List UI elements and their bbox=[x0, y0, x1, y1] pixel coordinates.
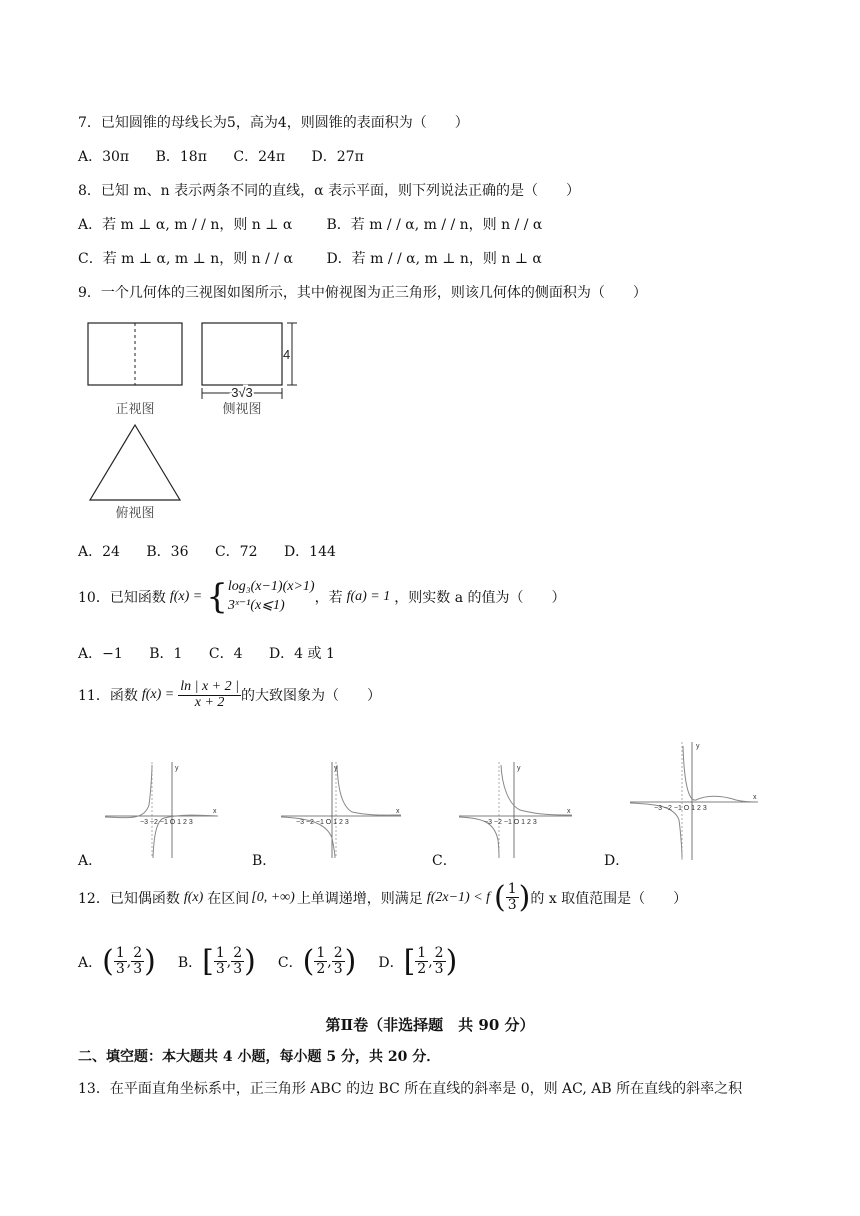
graph-a-x-label: x bbox=[213, 808, 217, 815]
option-a: A．−1 bbox=[78, 646, 123, 662]
option-a: A．30π bbox=[78, 149, 130, 165]
q7-options bbox=[78, 146, 386, 166]
option-b: B．18π bbox=[155, 149, 207, 165]
frac bbox=[231, 946, 244, 976]
frac bbox=[433, 946, 446, 976]
denominator: 2 bbox=[316, 961, 326, 977]
q7-stem: 7．已知圆锥的母线长为5，高为4，则圆锥的表面积为（ ） bbox=[78, 115, 469, 131]
part2-title: 第Ⅱ卷（非选择题 共 90 分） bbox=[325, 1016, 535, 1034]
q9-stem: 9．一个几何体的三视图如图所示，其中俯视图为正三角形，则该几何体的侧面积为（ ） bbox=[78, 285, 647, 301]
q10-condition: f(a) = 1 bbox=[346, 588, 391, 604]
bracket-right: ) bbox=[445, 944, 458, 979]
bracket-left: [ bbox=[403, 944, 416, 979]
frac bbox=[314, 946, 327, 976]
graph-label-a: A． bbox=[78, 853, 103, 869]
comma: , bbox=[327, 953, 332, 970]
graph-a-y-label: y bbox=[175, 765, 179, 772]
frac bbox=[332, 946, 345, 976]
denominator: 3 bbox=[434, 961, 444, 977]
bracket-left: [ bbox=[202, 944, 214, 979]
q12-prefix: 12．已知偶函数 bbox=[78, 890, 180, 907]
option-b: B．若 m / / α, m / / n，则 n / / α bbox=[326, 217, 543, 233]
numerator: 1 bbox=[507, 881, 517, 898]
q8-options-row2 bbox=[78, 248, 542, 268]
q10-suffix-b: ，则实数 a 的值为（ ） bbox=[394, 589, 566, 606]
front-view-label: 正视图 bbox=[115, 401, 155, 416]
frac bbox=[131, 946, 144, 976]
denominator: x + 2 bbox=[194, 694, 225, 710]
graph-label-b: B． bbox=[252, 853, 277, 869]
bracket-right: ) bbox=[144, 944, 156, 979]
case-2: 3ˣ⁻¹(x⩽1) bbox=[227, 597, 285, 613]
q10-stem bbox=[78, 578, 566, 616]
graph-b-ticks: −3 −2 −1 O 1 2 3 bbox=[296, 819, 349, 826]
comma: , bbox=[428, 953, 433, 970]
piecewise-cases bbox=[228, 578, 315, 616]
option-d: D．27π bbox=[311, 149, 364, 165]
numerator: 2 bbox=[233, 945, 243, 962]
bracket-left: ( bbox=[302, 944, 315, 979]
case-1: log₃(x−1)(x>1) bbox=[227, 579, 315, 594]
option-b: B．36 bbox=[146, 544, 189, 560]
option-c: C．4 bbox=[208, 646, 243, 662]
section2-heading: 二、填空题：本大题共 4 小题，每小题 5 分，共 20 分． bbox=[78, 1049, 441, 1065]
graph-d bbox=[626, 740, 760, 862]
option-d-label: D． bbox=[378, 954, 404, 971]
q12-mid2: 上单调递增，则满足 bbox=[296, 890, 423, 907]
numerator: 1 bbox=[115, 945, 125, 962]
denominator: 2 bbox=[417, 961, 427, 977]
frac bbox=[415, 946, 428, 976]
option-d: D．144 bbox=[283, 544, 336, 560]
q8-options-row1 bbox=[78, 214, 542, 234]
graph-d-ticks: −3 −2 −1 O 1 2 3 bbox=[654, 805, 707, 812]
denominator: 3 bbox=[507, 897, 517, 913]
option-a: A．若 m ⊥ α, m / / n，则 n ⊥ α bbox=[78, 217, 293, 233]
option-b-label: B． bbox=[177, 954, 203, 971]
q13-stem: 13．在平面直角坐标系中，正三角形 ABC 的边 BC 所在直线的斜率是 0，则 AC, AB 所在直线的斜率之积 bbox=[78, 1081, 743, 1097]
option-d: D．若 m / / α, m ⊥ n，则 n ⊥ α bbox=[326, 251, 542, 267]
q12-fx: f(x) bbox=[183, 889, 204, 905]
option-c: C．72 bbox=[214, 544, 258, 560]
comma: , bbox=[126, 953, 132, 970]
option-d: D．4 或 1 bbox=[268, 646, 335, 662]
graph-c-ticks: −3 −2 −1 O 1 2 3 bbox=[484, 819, 537, 826]
side-height-label: 4 bbox=[283, 347, 291, 362]
bracket-left: ( bbox=[102, 944, 114, 979]
graph-label-c: C． bbox=[432, 853, 457, 869]
q12-inequality: f(2x−1) < f bbox=[426, 889, 491, 905]
numerator: 1 bbox=[215, 945, 225, 962]
denominator: 3 bbox=[115, 961, 125, 977]
graph-b-x-label: x bbox=[396, 808, 400, 815]
option-c: C．24π bbox=[233, 149, 286, 165]
denominator: 3 bbox=[233, 961, 243, 977]
q10-options bbox=[78, 643, 357, 663]
q8-stem: 8．已知 m、n 表示两条不同的直线，α 表示平面，则下列说法正确的是（ ） bbox=[78, 183, 581, 199]
q10-prefix: 10．已知函数 bbox=[78, 589, 166, 606]
numerator: 1 bbox=[417, 945, 427, 962]
graph-a-ticks: −3 −2 −1 O 1 2 3 bbox=[140, 819, 193, 826]
side-view-rect bbox=[202, 323, 282, 385]
frac bbox=[114, 946, 127, 976]
paren-left: ( bbox=[494, 880, 506, 915]
q10-fx: f(x) = bbox=[169, 588, 203, 604]
side-view-label: 侧视图 bbox=[222, 401, 262, 416]
q12-interval: [0, +∞) bbox=[251, 889, 295, 905]
q12-options bbox=[78, 944, 457, 979]
paren-right: ) bbox=[518, 880, 531, 915]
numerator: 2 bbox=[133, 945, 143, 962]
q12-fraction bbox=[506, 882, 519, 912]
denominator: 3 bbox=[215, 961, 225, 977]
option-c: C．若 m ⊥ α, m ⊥ n，则 n / / α bbox=[78, 251, 293, 267]
graph-d-x-label: x bbox=[753, 794, 757, 801]
q12-stem bbox=[78, 880, 687, 915]
q10-suffix-a: ，若 bbox=[314, 589, 343, 606]
brace: { bbox=[206, 576, 228, 617]
bracket-right: ) bbox=[344, 944, 357, 979]
denominator: 3 bbox=[133, 961, 143, 977]
numerator: 2 bbox=[333, 945, 343, 962]
graph-c-x-label: x bbox=[567, 808, 571, 815]
graph-b bbox=[276, 760, 406, 860]
graph-d-y-label: y bbox=[696, 743, 700, 750]
option-a-label: A． bbox=[78, 954, 103, 971]
numerator: ln | x + 2 | bbox=[180, 679, 239, 694]
side-width-label: 3√3 bbox=[231, 385, 253, 400]
option-a: A．24 bbox=[78, 544, 120, 560]
q11-suffix: 的大致图象为（ ） bbox=[240, 688, 381, 705]
numerator: 1 bbox=[316, 945, 326, 962]
q11-stem bbox=[78, 680, 381, 710]
frac bbox=[214, 946, 227, 976]
q12-suffix: 的 x 取值范围是（ ） bbox=[530, 890, 688, 907]
comma: , bbox=[226, 953, 232, 970]
option-b: B．1 bbox=[149, 646, 183, 662]
q11-fx: f(x) = bbox=[141, 687, 175, 703]
graph-a bbox=[100, 760, 220, 860]
graph-c-y-label: y bbox=[517, 765, 521, 772]
q11-prefix: 11．函数 bbox=[78, 688, 138, 705]
q12-mid: 在区间 bbox=[207, 890, 250, 907]
top-view-label: 俯视图 bbox=[115, 505, 155, 520]
option-c-label: C． bbox=[277, 954, 303, 971]
bracket-right: ) bbox=[244, 944, 256, 979]
q11-fraction bbox=[178, 680, 241, 710]
graph-label-d: D． bbox=[604, 853, 630, 869]
graph-b-y-label: y bbox=[334, 765, 338, 772]
q9-options bbox=[78, 541, 358, 561]
denominator: 3 bbox=[333, 961, 343, 977]
three-view-figure bbox=[80, 315, 310, 525]
top-view-triangle bbox=[90, 425, 180, 500]
graph-c bbox=[454, 760, 574, 860]
numerator: 2 bbox=[434, 945, 444, 962]
